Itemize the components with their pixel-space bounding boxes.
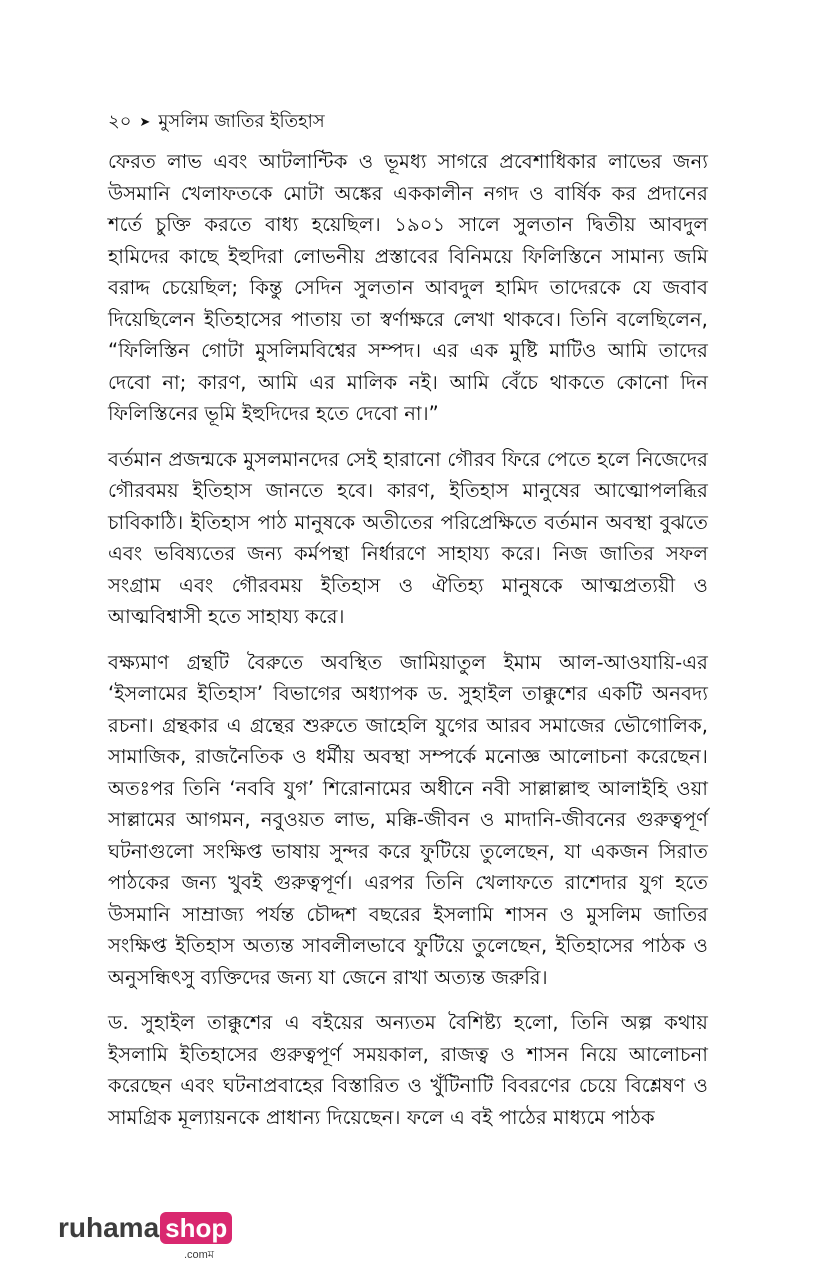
paragraph-4: ড. সুহাইল তাক্কুশের এ বইয়ের অন্যতম বৈশিষ্ট্য হলো, তিনি অল্প কথায় ইসলামি ইতিহাসের গুরুত্বপূর্ণ সময়কাল, রাজত্ব ও শাসন নিয়ে আলোচনা করেছেন এবং ঘটনাপ্রবাহের বিস্তারিত ও খুঁটিনাটি বিবরণের চেয়ে বিশ্লেষণ ও সামগ্রিক মূল্যায়নকে প্রাধান্য দিয়েছেন। ফলে এ বই পাঠের মাধ্যমে পাঠক bbox=[108, 1011, 708, 1129]
watermark-logo bbox=[58, 1212, 232, 1261]
paragraph-2: বর্তমান প্রজন্মকে মুসলমানদের সেই হারানো গৌরব ফিরে পেতে হলে নিজেদের গৌরবময় ইতিহাস জানতে হবে। কারণ, ইতিহাস মানুষের আত্মোপলব্ধির চাবিকাঠি। ইতিহাস পাঠ মানুষকে অতীতের পরিপ্রেক্ষিতে বর্তমান অবস্থা বুঝতে এবং ভবিষ্যতের জন্য কর্মপন্থা নির্ধারণে সাহায্য করে। নিজ জাতির সফল সংগ্রাম এবং গৌরবময় ইতিহাস ও ঐতিহ্য মানুষকে আত্মপ্রত্যয়ী ও আত্মবিশ্বাসী হতে সাহায্য করে। bbox=[108, 447, 708, 628]
logo-word: ruhama bbox=[58, 1212, 160, 1243]
paragraph-3: বক্ষ্যমাণ গ্রন্থটি বৈরুতে অবস্থিত জামিয়াতুল ইমাম আল-আওযায়ি-এর ‘ইসলামের ইতিহাস’ বিভাগের অধ্যাপক ড. সুহাইল তাক্কুশের একটি অনবদ্য রচনা। গ্রন্থকার এ গ্রন্থের শুরুতে জাহেলি যুগের আরব সমাজের ভৌগোলিক, সামাজিক, রাজনৈতিক ও ধর্মীয় অবস্থা সম্পর্কে মনোজ্ঞ আলোচনা করেছেন। অতঃপর তিনি ‘নববি যুগ’ শিরোনামের অধীনে নবী সাল্লাল্লাহু আলাইহি ওয়া সাল্লামের আগমন, নবুওয়ত লাভ, মক্কি-জীবন ও মাদানি-জীবনের গুরুত্বপূর্ণ ঘটনাগুলো সংক্ষিপ্ত ভাষায় সুন্দর করে ফুটিয়ে তুলেছেন, যা একজন সিরাত পাঠকের জন্য খুবই গুরুত্বপূর্ণ। এরপর তিনি খেলাফতে রাশেদার যুগ হতে উসমানি সাম্রাজ্য পর্যন্ত চৌদ্দশ বছরের ইসলামি শাসন ও মুসলিম জাতির সংক্ষিপ্ত ইতিহাস অত্যন্ত সাবলীলভাবে ফুটিয়ে তুলেছেন, ইতিহাসের পাঠক ও অনুসন্ধিৎসু ব্যক্তিদের জন্য যা জেনে রাখা অত্যন্ত জরুরি। bbox=[108, 650, 708, 989]
page bbox=[108, 108, 708, 1147]
paragraph-1: ফেরত লাভ এবং আটলান্টিক ও ভূমধ্য সাগরে প্রবেশাধিকার লাভের জন্য উসমানি খেলাফতকে মোটা অঙ্কের এককালীন নগদ ও বার্ষিক কর প্রদানের শর্তে চুক্তি করতে বাধ্য হয়েছিল। ১৯০১ সালে সুলতান দ্বিতীয় আবদুল হামিদের কাছে ইহুদিরা লোভনীয় প্রস্তাবের বিনিময়ে ফিলিস্তিনে সামান্য জমি বরাদ্দ চেয়েছিল; কিন্তু সেদিন সুলতান আবদুল হামিদ তাদেরকে যে জবাব দিয়েছিলেন ইতিহাসের পাতায় তা স্বর্ণাক্ষরে লেখা থাকবে। তিনি বলেছিলেন, “ফিলিস্তিন গোটা মুসলিমবিশ্বের সম্পদ। এর এক মুষ্টি মাটিও আমি তাদের দেবো না; কারণ, আমি এর মালিক নই। আমি বেঁচে থাকতে কোনো দিন ফিলিস্তিনের ভূমি ইহুদিদের হতে দেবো না।” bbox=[108, 150, 708, 425]
page-number: ২০ bbox=[108, 110, 132, 132]
arrow-icon: ➤ bbox=[139, 114, 151, 130]
running-title: মুসলিম জাতির ইতিহাস bbox=[158, 110, 325, 132]
logo-sub: .comম bbox=[184, 1249, 214, 1261]
logo-badge: shop bbox=[160, 1212, 232, 1244]
running-header bbox=[108, 108, 708, 136]
